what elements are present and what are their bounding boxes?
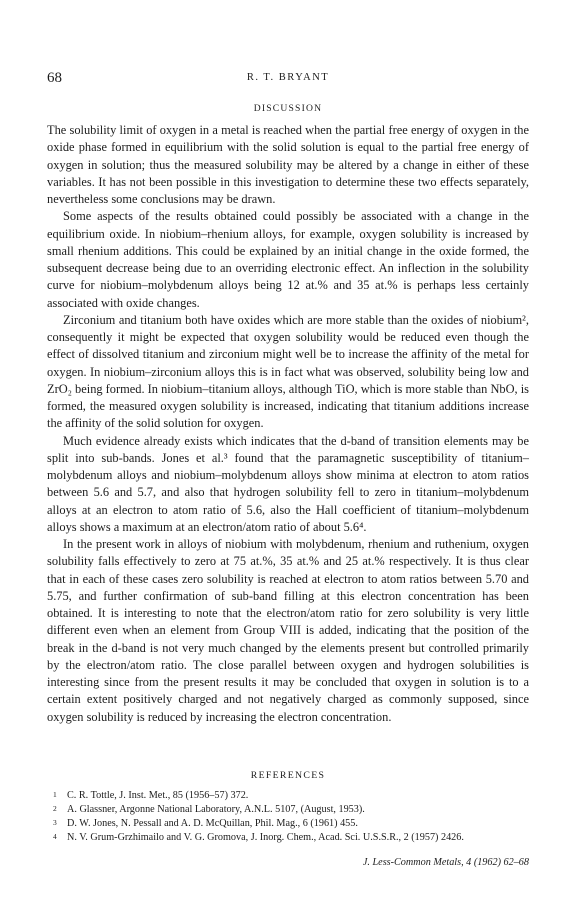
reference-number: 3 xyxy=(53,818,57,827)
reference-text: A. Glassner, Argonne National Laboratory, A.N.L. 5107, (August, 1953). xyxy=(67,804,365,815)
running-head xyxy=(47,70,529,88)
author-running-head: R. T. BRYANT xyxy=(246,72,330,83)
reference-number: 4 xyxy=(53,832,57,841)
journal-citation-footer: J. Less-Common Metals, 4 (1962) 62–68 xyxy=(362,857,529,868)
page-number: 68 xyxy=(47,70,62,86)
paragraph: Some aspects of the results obtained could possibly be associated with a change in the equilibrium oxide. In niobium–rhenium alloys, for example, oxygen solubility is increased by small rhenium additions. This could be explained by an initial change in the oxide formed, the subsequent decrease being due to an overriding electronic effect. An inflection in the solubility curve for niobium–molybdenum alloys being 12 at.% and 35 at.% is perhaps less certainly associated with oxide changes. xyxy=(47,209,529,310)
section-heading: DISCUSSION xyxy=(253,103,323,114)
reference-item xyxy=(53,789,529,803)
references-heading: REFERENCES xyxy=(250,770,326,781)
reference-text: D. W. Jones, N. Pessall and A. D. McQuillan, Phil. Mag., 6 (1961) 455. xyxy=(67,818,358,829)
reference-item xyxy=(53,817,529,831)
reference-number: 1 xyxy=(53,790,57,799)
discussion-body xyxy=(47,122,529,726)
paragraph: The solubility limit of oxygen in a metal is reached when the partial free energy of oxygen in the oxide phase formed in equilibrium with the solid solution is equal to the partial free energy of oxygen in solution; thus the measured solubility may be altered by a change in either of these variables. It has not been possible in this investigation to determine these two effects separately, nevertheless some conclusions may be drawn. xyxy=(47,123,529,206)
reference-number: 2 xyxy=(53,804,57,813)
reference-item xyxy=(53,803,529,817)
paragraph: In the present work in alloys of niobium with molybdenum, rhenium and ruthenium, oxygen solubility falls effectively to zero at 75 at.%, 35 at.% and 25 at.% respectively. It is thus clear that in each of these cases zero solubility is reached at electron to atom ratios between 5.70 and 5.75, and further confirmation of sub-band filling at this electron concentration has been obtained. It is interesting to note that the electron/​atom ratio for zero solubility is very little different even when an element from Group VIII is added, indicating that the position of the break in the d-band is not very much changed by the elements present but controlled primarily by the electron/​atom ratio. The close parallel between oxygen and hydrogen solubilities is interesting since from the present results it may be concluded that oxygen in solution is to a certain extent positively charged and not negatively charged as commonly supposed, since oxygen solubility is reduced by increasing the electron concentration. xyxy=(47,537,529,724)
paragraph: Zirconium and titanium both have oxides which are more stable than the oxides of niobium², consequently it might be expected that oxygen solubility would be reduced even though the effect of dissolved titanium and zirconium might well be to increase the affinity of the metal for oxygen. In niobium–zirconium alloys this is in fact what was observed, solubility being low and ZrO₂ being formed. In niobium–titanium alloys, although TiO, which is more stable than NbO, is formed, the measured oxygen solubility is increased, indicating that titanium additions increase the affinity of the solid solution for oxygen. xyxy=(47,312,529,431)
reference-item xyxy=(53,831,529,845)
reference-list xyxy=(53,789,529,845)
reference-text: N. V. Grum-Grzhimailo and V. G. Gromova, J. Inorg. Chem., Acad. Sci. U.S.S.R., 2 (1957) 2426. xyxy=(67,832,464,843)
paragraph: Much evidence already exists which indicates that the d-band of transition elements may be split into sub-bands. Jones et al.³ found that the paramagnetic susceptibility of titanium–molybdenum alloys and niobium–molybdenum alloys show minima at electron to atom ratios between 5.6 and 5.7, and also that hydrogen solubility fell to zero in titanium–molybdenum alloys at an electron to atom ratio of 5.6, also the Hall coefficient of titanium–molybdenum alloys shows a maximum at an electron/​atom ratio of about 5.6⁴. xyxy=(47,433,529,534)
reference-text: C. R. Tottle, J. Inst. Met., 85 (1956–57) 372. xyxy=(67,790,249,801)
